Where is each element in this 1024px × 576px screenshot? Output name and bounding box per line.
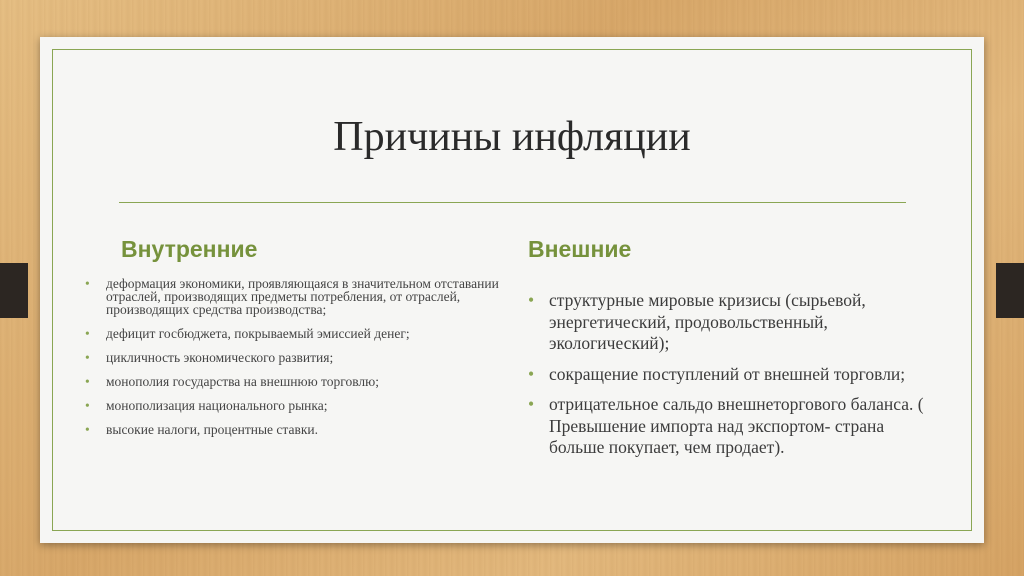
- internal-heading: Внутренние: [121, 236, 258, 262]
- external-list: [524, 290, 924, 468]
- left-side-tab: [0, 263, 28, 318]
- list-item: [81, 399, 501, 412]
- title-divider: [119, 202, 906, 203]
- list-item: [524, 364, 924, 386]
- list-item: [524, 290, 924, 355]
- list-item: [524, 394, 924, 459]
- slide-title: Причины инфляции: [333, 114, 691, 160]
- external-heading: Внешние: [528, 236, 632, 262]
- list-item: [81, 351, 501, 364]
- slide-card: [40, 37, 984, 543]
- list-item-text: отрицательное сальдо внешнеторгового баланса. ( Превышение импорта над экспортом- страна больше покупает, чем продает).: [549, 394, 924, 457]
- list-item-text: структурные мировые кризисы (сырьевой, энергетический, продовольственный, экологический);: [549, 290, 866, 353]
- bullet-icon: •: [85, 350, 90, 365]
- list-item-text: монополизация национального рынка;: [106, 398, 328, 413]
- bullet-icon: •: [528, 290, 535, 310]
- list-item: [81, 277, 501, 316]
- list-item-text: высокие налоги, процентные ставки.: [106, 422, 318, 437]
- bullet-icon: •: [528, 394, 535, 414]
- bullet-icon: •: [528, 363, 535, 384]
- bullet-icon: •: [85, 326, 90, 341]
- list-item-text: монополия государства на внешнюю торговлю;: [106, 374, 379, 389]
- list-item-text: сокращение поступлений от внешней торговли;: [549, 363, 906, 384]
- bullet-icon: •: [85, 276, 90, 291]
- list-item: [81, 423, 501, 436]
- bullet-icon: •: [85, 422, 90, 437]
- right-side-tab: [996, 263, 1024, 318]
- list-item-text: дефицит госбюджета, покрываемый эмиссией денег;: [106, 326, 410, 341]
- bullet-icon: •: [85, 374, 90, 389]
- bullet-icon: •: [85, 398, 90, 413]
- list-item-text: деформация экономики, проявляющаяся в значительном отставании отраслей, производящих предметы потребления, от отраслей, производящих средства производства;: [106, 276, 499, 317]
- internal-list: [81, 277, 501, 447]
- list-item-text: цикличность экономического развития;: [106, 350, 334, 365]
- list-item: [81, 327, 501, 340]
- list-item: [81, 375, 501, 388]
